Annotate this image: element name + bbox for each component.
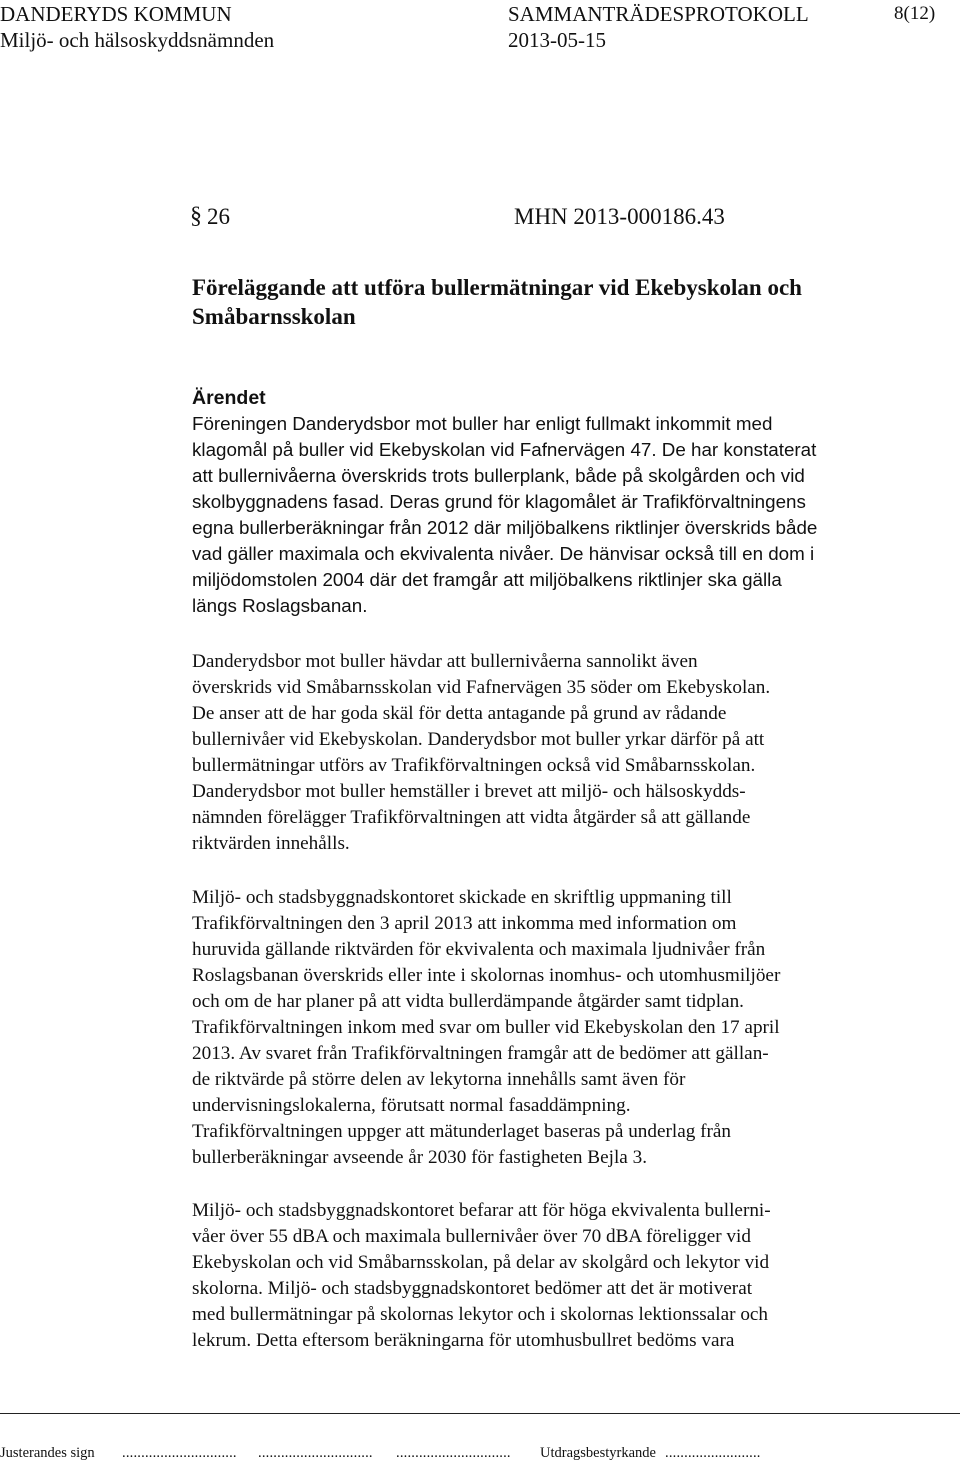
- text-line: våer över 55 dBA och maximala bullernivåer över 70 dBA föreligger vid: [192, 1226, 751, 1247]
- footer-signature-line: ..............................: [396, 1445, 511, 1461]
- header-board-name: Miljö- och hälsoskyddsnämnden: [0, 28, 275, 52]
- text-line: bullerberäkningar avseende år 2030 för fastigheten Bejla 3.: [192, 1147, 647, 1168]
- text-line: Miljö- och stadsbyggnadskontoret skickade en skriftlig uppmaning till: [192, 887, 732, 908]
- paragraph-sign: §: [190, 203, 202, 229]
- paragraph-3: [192, 885, 892, 1171]
- text-line: med bullermätningar på skolornas lekytor och i skolornas lektionssalar och: [192, 1304, 769, 1325]
- text-line: Danderydsbor mot buller hemställer i brevet att miljö- och hälsoskydds-: [192, 781, 746, 802]
- text-line: vad gäller maximala och ekvivalenta nivåer. De hänvisar också till en dom i: [192, 543, 815, 564]
- footer-signature-line: ..............................: [122, 1445, 237, 1461]
- text-line: 2013. Av svaret från Trafikförvaltningen framgår att de bedömer att gällan-: [192, 1043, 769, 1064]
- text-line: Danderydsbor mot buller hävdar att bullernivåerna sannolikt även: [192, 651, 698, 672]
- footer-extract-line: .........................: [665, 1445, 761, 1461]
- text-line: Föreningen Danderydsbor mot buller har enligt fullmakt inkommit med: [192, 413, 773, 434]
- paragraph-1: [192, 411, 892, 619]
- text-line: Miljö- och stadsbyggnadskontoret befarar att för höga ekvivalenta bullerni-: [192, 1200, 771, 1221]
- text-line: Trafikförvaltningen uppger att mätunderlaget baseras på underlag från: [192, 1121, 732, 1142]
- text-line: nämnden förelägger Trafikförvaltningen att vidta åtgärder så att gällande: [192, 807, 751, 828]
- footer-extract-label: Utdragsbestyrkande: [540, 1445, 656, 1461]
- item-number: 26: [207, 204, 230, 229]
- text-line: Ekebyskolan och vid Småbarnsskolan, på delar av skolgård och lekytor vid: [192, 1252, 770, 1273]
- text-line: överskrids vid Småbarnsskolan vid Fafnervägen 35 söder om Ekebyskolan.: [192, 677, 771, 698]
- section-heading: Ärendet: [192, 387, 266, 409]
- item-title-line: Småbarnsskolan: [192, 304, 356, 329]
- paragraph-4: [192, 1198, 892, 1354]
- text-line: de riktvärde på större delen av lekytorna innehålls samt även för: [192, 1069, 686, 1090]
- text-line: skolbyggnadens fasad. Deras grund för klagomålet är Trafikförvaltningens: [192, 491, 806, 512]
- text-line: Roslagsbanan överskrids eller inte i skolornas inomhus- och utomhusmiljöer: [192, 965, 781, 986]
- text-line: lekrum. Detta eftersom beräkningarna för utomhusbullret bedöms vara: [192, 1330, 735, 1351]
- text-line: bullernivåer vid Ekebyskolan. Danderydsbor mot buller yrkar därför på att: [192, 729, 765, 750]
- text-line: längs Roslagsbanan.: [192, 595, 368, 616]
- paragraph-2: [192, 649, 892, 857]
- text-line: De anser att de har goda skäl för detta antagande på grund av rådande: [192, 703, 727, 724]
- text-line: Trafikförvaltningen den 3 april 2013 att inkomma med information om: [192, 913, 737, 934]
- header-document-type: SAMMANTRÄDESPROTOKOLL: [508, 2, 809, 26]
- text-line: riktvärden innehålls.: [192, 833, 350, 854]
- text-line: klagomål på buller vid Ekebyskolan vid Fafnervägen 47. De har konstaterat: [192, 439, 817, 460]
- case-number: MHN 2013-000186.43: [514, 204, 725, 229]
- footer-signature-line: ..............................: [258, 1445, 373, 1461]
- text-line: huruvida gällande riktvärden för ekvivalenta och maximala ljudnivåer från: [192, 939, 766, 960]
- text-line: undervisningslokalerna, förutsatt normal fasaddämpning.: [192, 1095, 631, 1116]
- header-organization: DANDERYDS KOMMUN: [0, 2, 232, 26]
- text-line: Trafikförvaltningen inkom med svar om buller vid Ekebyskolan den 17 april: [192, 1017, 780, 1038]
- header-page-number: 8(12): [894, 3, 936, 24]
- text-line: och om de har planer på att vidta bullerdämpande åtgärder samt tidplan.: [192, 991, 744, 1012]
- text-line: att bullernivåerna överskrids trots bullerplank, både på skolgården och vid: [192, 465, 805, 486]
- header-meeting-date: 2013-05-15: [508, 28, 606, 52]
- text-line: skolorna. Miljö- och stadsbyggnadskontoret bedömer att det är motiverat: [192, 1278, 753, 1299]
- text-line: bullermätningar utförs av Trafikförvaltningen också vid Småbarnsskolan.: [192, 755, 756, 776]
- item-title-line: Föreläggande att utföra bullermätningar vid Ekebyskolan och: [192, 275, 802, 300]
- text-line: egna bullerberäkningar från 2012 där miljöbalkens riktlinjer överskrids både: [192, 517, 818, 538]
- text-line: miljödomstolen 2004 där det framgår att miljöbalkens riktlinjer ska gälla: [192, 569, 782, 590]
- footer-signature-label: Justerandes sign: [0, 1445, 95, 1461]
- footer-divider: [0, 1413, 960, 1414]
